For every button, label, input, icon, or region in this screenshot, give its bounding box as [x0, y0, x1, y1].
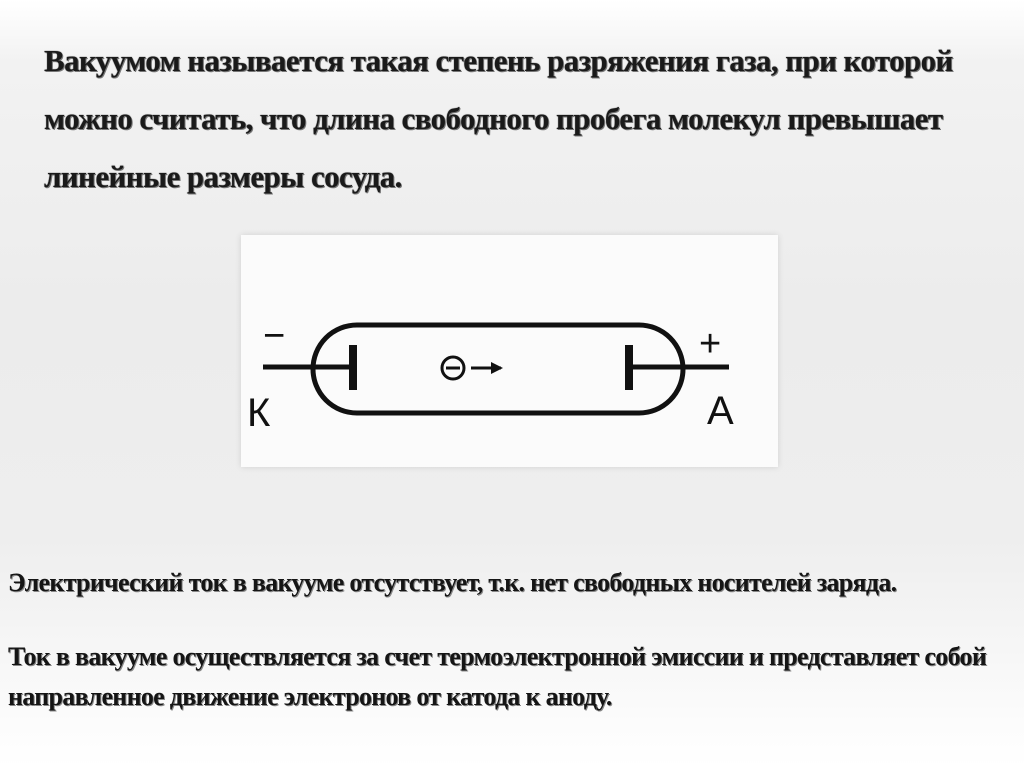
vacuum-tube-drawing: [241, 235, 778, 467]
paragraph-thermionic-emission: Ток в вакууме осуществляется за счет термоэлектронной эмиссии и представляет собой направленное движение электронов от катода к аноду.: [8, 642, 987, 711]
anode-label: А: [707, 389, 734, 433]
paragraph-no-current: Электрический ток в вакууме отсутствует, т.к. нет свободных носителей заряда.: [8, 568, 897, 597]
minus-sign: −: [263, 315, 286, 357]
plus-sign: +: [699, 323, 722, 365]
cathode-label: К: [247, 391, 271, 435]
vacuum-tube-diagram: [241, 235, 778, 467]
slide-heading: Вакуумом называется такая степень разряжения газа, при которой можно считать, что длина свободного пробега молекул превышает линейные размеры сосуда.: [44, 43, 953, 194]
electron-arrow-head: [491, 362, 503, 374]
